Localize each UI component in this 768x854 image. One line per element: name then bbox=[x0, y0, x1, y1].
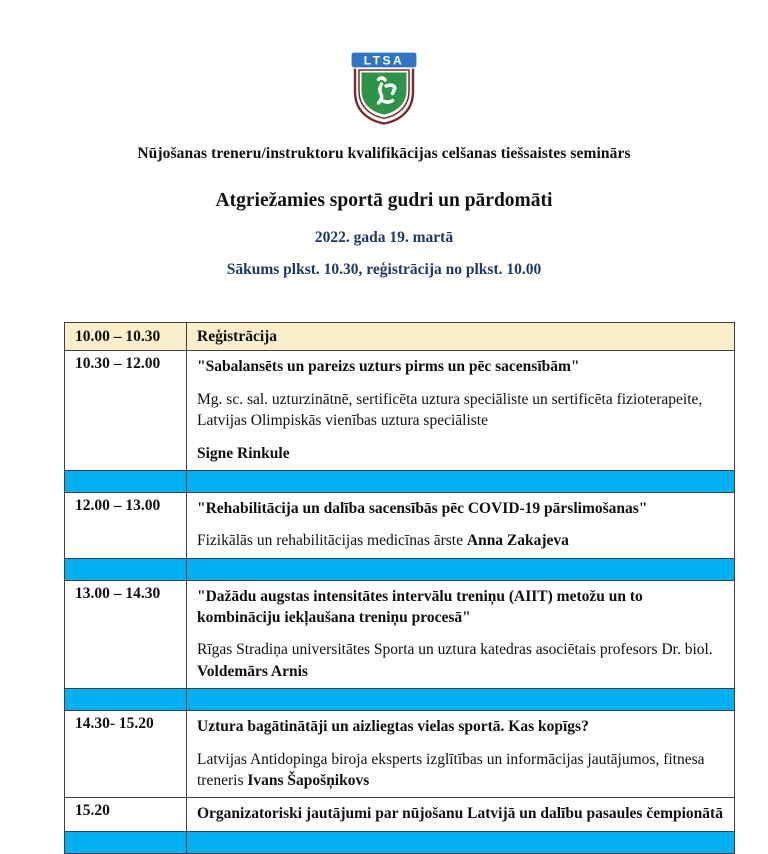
session-title: Organizatoriski jautājumi par nūjošanu Latvijā un dalību pasaules čempionātā bbox=[197, 805, 723, 823]
time-cell: 14.30- 15.20 bbox=[65, 711, 187, 798]
logo-container bbox=[0, 52, 768, 125]
speaker-name: Anna Zakajeva bbox=[466, 532, 569, 550]
seminar-subtitle: Nūjošanas treneru/instruktoru kvalifikācijas celšanas tiešsaistes seminārs bbox=[137, 145, 631, 162]
speaker-name: Voldemārs Arnis bbox=[197, 662, 308, 680]
separator-cell bbox=[187, 470, 735, 492]
time-cell: 15.20 bbox=[65, 798, 187, 831]
session-title: "Dažādu augstas intensitātes intervālu treniņu (AIIT) metožu un to kombināciju iekļaušana treniņu procesā" bbox=[197, 587, 643, 626]
separator-cell bbox=[65, 558, 187, 580]
ltsa-shield-logo bbox=[346, 52, 422, 125]
logo-acronym-text: LTSA bbox=[363, 53, 405, 68]
time-cell: 12.00 – 13.00 bbox=[65, 492, 187, 558]
separator-cell bbox=[65, 689, 187, 711]
session-description-text: Latvijas Antidopinga biroja eksperts izglītības un informācijas jautājumos, fitnesa treneris bbox=[197, 750, 705, 789]
separator-row bbox=[65, 831, 735, 853]
page-title: Atgriežamies sportā gudri un pārdomāti bbox=[215, 190, 553, 211]
event-date: 2022. gada 19. martā bbox=[314, 229, 454, 246]
time-cell: 10.30 – 12.00 bbox=[65, 351, 187, 471]
content-cell bbox=[187, 711, 735, 798]
speaker-name: Ivans Šapošņikovs bbox=[247, 771, 370, 789]
session-description: Mg. sc. sal. uzturzinātnē, sertificēta uztura speciāliste un sertificēta fizioterapeite, Latvijas Olimpiskās vienības uztura speciāliste bbox=[197, 390, 703, 430]
time-cell: 10.00 – 10.30 bbox=[65, 323, 187, 351]
separator-cell bbox=[187, 831, 735, 853]
time-cell: 13.00 – 14.30 bbox=[65, 580, 187, 689]
session-description-text: Rīgas Stradiņa universitātes Sporta un uztura katedras asociētais profesors Dr. biol. bbox=[197, 641, 713, 659]
agenda-table bbox=[64, 322, 735, 854]
content-cell: Reģistrācija bbox=[187, 323, 735, 351]
content-cell bbox=[187, 580, 735, 689]
agenda-row bbox=[65, 798, 735, 831]
agenda-header-row bbox=[65, 323, 735, 351]
speaker-name: Signe Rinkule bbox=[197, 444, 290, 462]
separator-cell bbox=[65, 470, 187, 492]
session-description bbox=[197, 639, 724, 682]
content-cell bbox=[187, 351, 735, 471]
separator-row bbox=[65, 558, 735, 580]
separator-cell bbox=[187, 689, 735, 711]
agenda-row bbox=[65, 351, 735, 471]
content-cell bbox=[187, 492, 735, 558]
separator-cell bbox=[65, 831, 187, 853]
session-title: "Sabalansēts un pareizs uzturs pirms un pēc sacensībām" bbox=[197, 358, 580, 376]
session-title: Uztura bagātinātāji un aizliegtas vielas sportā. Kas kopīgs? bbox=[197, 718, 589, 736]
event-time-info: Sākums plkst. 10.30, reģistrācija no plkst. 10.00 bbox=[226, 261, 542, 278]
separator-row bbox=[65, 689, 735, 711]
agenda-row bbox=[65, 711, 735, 798]
content-cell bbox=[187, 798, 735, 831]
session-description-text: Fizikālās un rehabilitācijas medicīnas ārste bbox=[197, 532, 467, 550]
separator-row bbox=[65, 470, 735, 492]
agenda-row bbox=[65, 580, 735, 689]
separator-cell bbox=[187, 558, 735, 580]
session-description bbox=[197, 530, 724, 551]
agenda-row bbox=[65, 492, 735, 558]
session-title: "Rehabilitācija un dalība sacensībās pēc COVID-19 pārslimošanas" bbox=[197, 499, 648, 517]
session-description bbox=[197, 749, 724, 792]
